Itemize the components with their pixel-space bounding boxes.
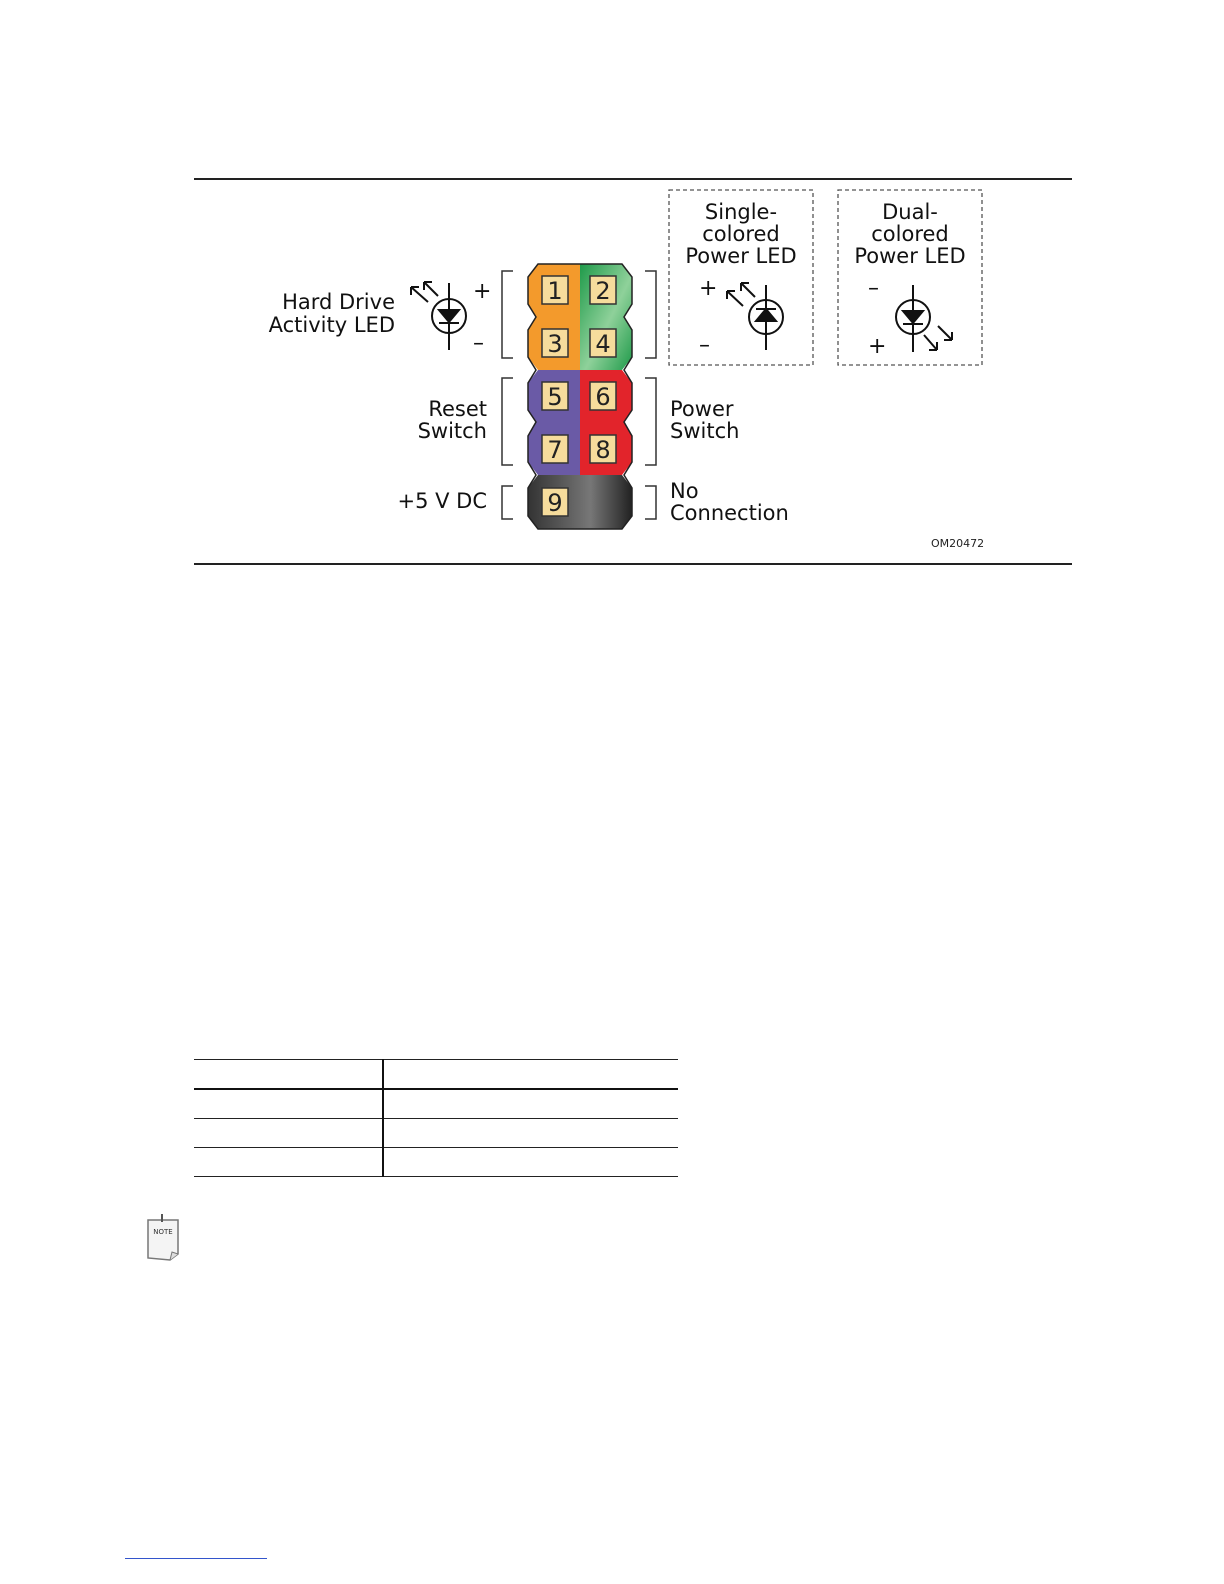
dual-minus-sign: – xyxy=(868,276,879,301)
table-cell xyxy=(194,1119,383,1148)
dual-led-icon xyxy=(896,285,952,352)
single-led-icon xyxy=(727,283,783,350)
single-minus-sign: – xyxy=(699,333,710,358)
pin-9-label: 9 xyxy=(547,489,563,517)
table-row xyxy=(194,1089,678,1119)
hdd-minus-sign: – xyxy=(473,331,484,356)
single-led-label-2: colored xyxy=(702,222,780,246)
table-cell xyxy=(194,1148,383,1177)
front-panel-header-diagram xyxy=(0,0,1224,600)
bracket-reset xyxy=(502,378,513,465)
hdd-led-label-1: Hard Drive xyxy=(282,290,395,314)
reset-label-2: Switch xyxy=(417,419,487,443)
bracket-no-connection xyxy=(645,486,656,519)
figure-id: OM20472 xyxy=(931,537,985,550)
footnote-rule xyxy=(125,1558,267,1559)
no-connection-label-1: No xyxy=(670,479,699,503)
single-plus-sign: + xyxy=(699,276,718,301)
no-connection-label-2: Connection xyxy=(670,501,789,525)
dual-led-label-2: colored xyxy=(871,222,949,246)
pin-5-label: 5 xyxy=(547,383,563,411)
table-cell xyxy=(194,1089,383,1119)
table-cell xyxy=(383,1089,678,1119)
pin-2-label: 2 xyxy=(595,277,611,305)
pin-1-label: 1 xyxy=(547,277,563,305)
dual-led-label-1: Dual- xyxy=(882,200,938,224)
power-switch-label-1: Power xyxy=(670,397,734,421)
table-row xyxy=(194,1148,678,1177)
dual-plus-sign: + xyxy=(868,334,887,359)
bracket-power-switch xyxy=(645,378,656,465)
power-switch-label-2: Switch xyxy=(670,419,740,443)
hdd-led-label-2: Activity LED xyxy=(268,313,395,337)
reset-label-1: Reset xyxy=(428,397,487,421)
pin-8-label: 8 xyxy=(595,436,611,464)
single-led-label-3: Power LED xyxy=(685,244,797,268)
table-row xyxy=(194,1060,678,1090)
note-icon xyxy=(144,1214,184,1264)
note-icon-label: NOTE xyxy=(153,1228,173,1236)
dual-led-label-3: Power LED xyxy=(854,244,966,268)
pin-7-label: 7 xyxy=(547,436,563,464)
table-row xyxy=(194,1119,678,1148)
bracket-hdd xyxy=(502,271,513,358)
pin-3-label: 3 xyxy=(547,330,563,358)
table-cell xyxy=(194,1060,383,1090)
table-cell xyxy=(383,1119,678,1148)
bracket-power-led xyxy=(645,271,656,358)
table-cell xyxy=(383,1060,678,1090)
single-led-label-1: Single- xyxy=(704,200,778,224)
plus5v-label: +5 V DC xyxy=(397,489,487,513)
data-table xyxy=(194,1059,678,1177)
hdd-led-icon xyxy=(411,282,466,350)
bracket-5v xyxy=(502,486,513,519)
pin-4-label: 4 xyxy=(595,330,611,358)
hdd-plus-sign: + xyxy=(473,279,492,304)
table-cell xyxy=(383,1148,678,1177)
pin-6-label: 6 xyxy=(595,383,611,411)
